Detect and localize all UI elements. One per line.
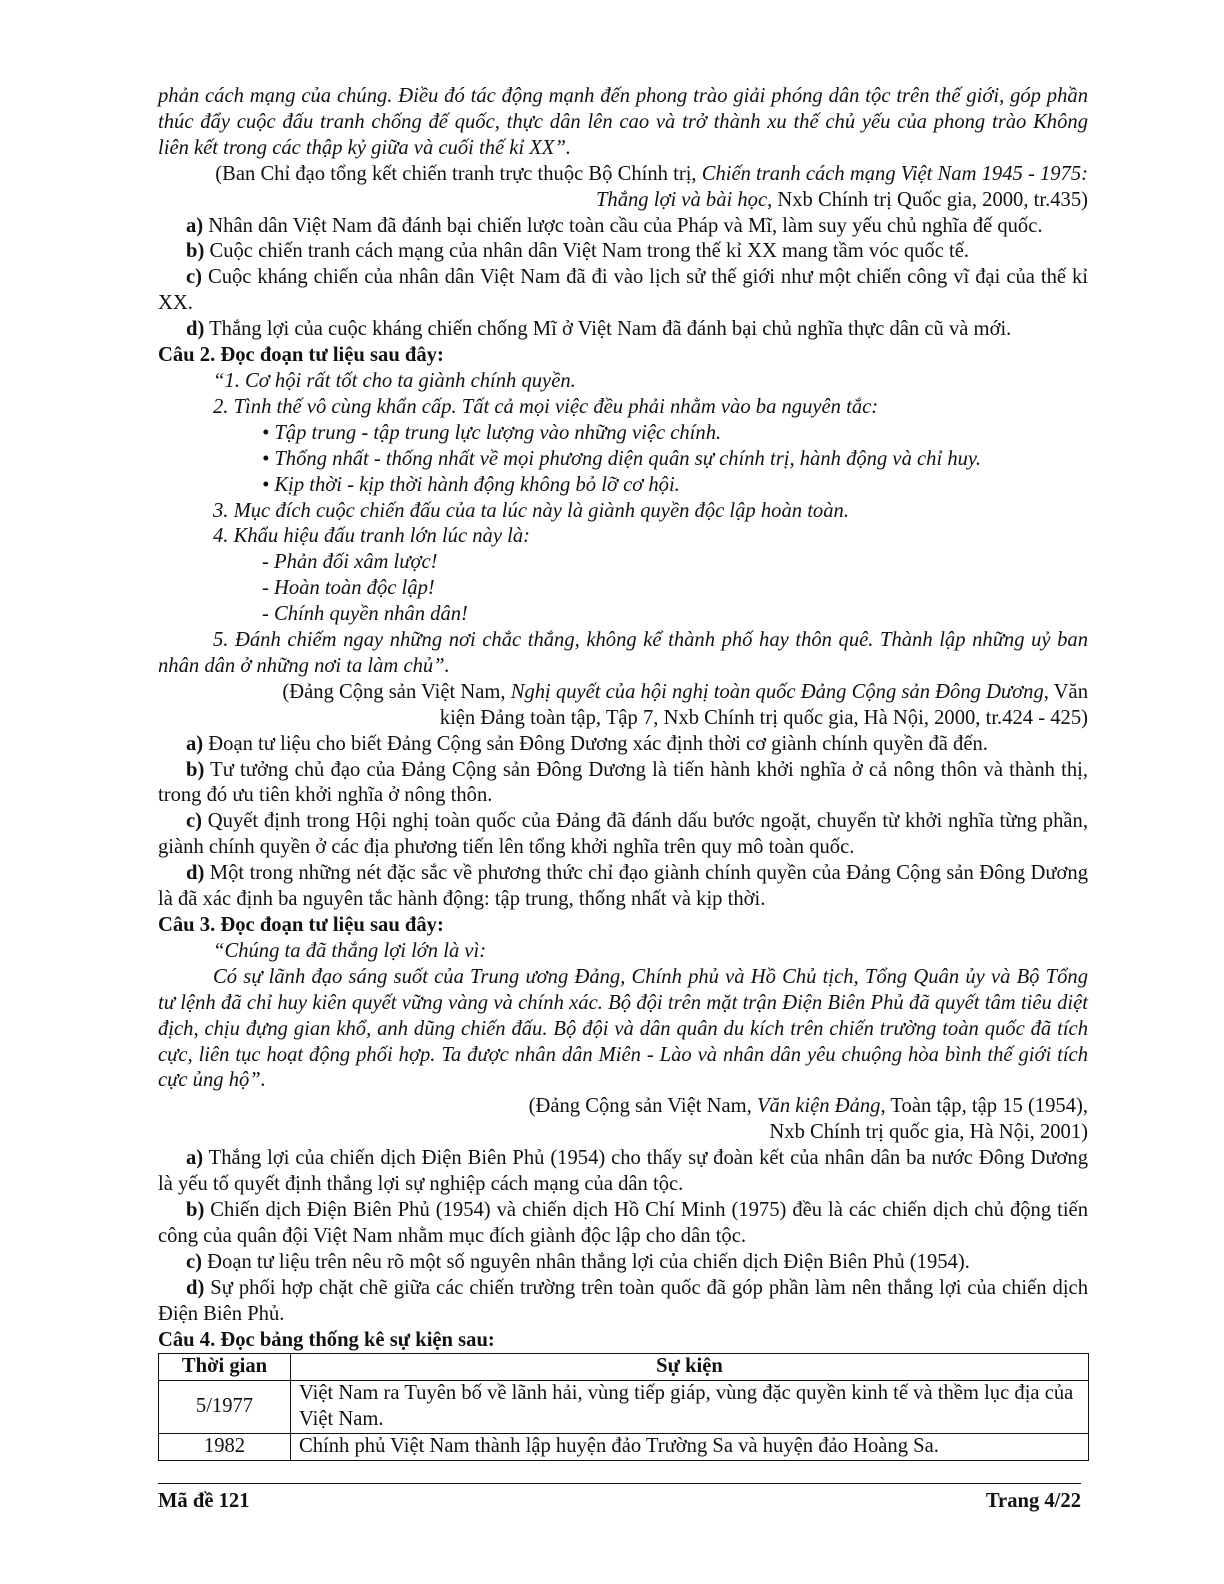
quote-line: 3. Mục đích cuộc chiến đấu của ta lúc này là giành quyền độc lập hoàn toàn.: [213, 499, 849, 522]
table-row: [159, 1434, 1089, 1461]
quote-line: 2. Tình thế vô cùng khẩn cấp. Tất cả mọi việc đều phải nhằm vào ba nguyên tắc:: [213, 395, 879, 418]
option-a: a) Đoạn tư liệu cho biết Đảng Cộng sản Đông Dương xác định thời cơ giành chính quyền đã đến.: [186, 732, 988, 755]
option-b: b) Chiến dịch Điện Biên Phủ (1954) và chiến dịch Hồ Chí Minh (1975) đều là các chiến dịch chủ động tiến công của quân đội Việt Nam nhằm mục đích giành độc lập cho dân tộc.: [158, 1198, 1088, 1247]
exam-code: Mã đề 121: [158, 1490, 250, 1512]
column-header-event: Sự kiện: [291, 1354, 1089, 1381]
option-d: d) Thắng lợi của cuộc kháng chiến chống Mĩ ở Việt Nam đã đánh bại chủ nghĩa thực dân cũ và mới.: [186, 318, 1012, 341]
question-4-heading: Câu 4. Đọc bảng thống kê sự kiện sau:: [158, 1328, 495, 1351]
quote-line: “1. Cơ hội rất tốt cho ta giành chính quyền.: [213, 369, 576, 392]
principle-bullet: • Tập trung - tập trung lực lượng vào những việc chính.: [262, 421, 722, 444]
option-d: d) Sự phối hợp chặt chẽ giữa các chiến trường trên toàn quốc đã góp phần làm nên thắng lợi của chiến dịch Điện Biên Phủ.: [158, 1276, 1088, 1325]
cell-event: Việt Nam ra Tuyên bố về lãnh hải, vùng tiếp giáp, vùng đặc quyền kinh tế và thềm lục địa của Việt Nam.: [291, 1381, 1089, 1434]
option-a: a) Thắng lợi của chiến dịch Điện Biên Phủ (1954) cho thấy sự đoàn kết của nhân dân ba nước Đông Dương là yếu tố quyết định thắng lợi sự nghiệp cách mạng của dân tộc.: [158, 1147, 1088, 1196]
cell-time: 1982: [159, 1434, 291, 1461]
option-b: b) Cuộc chiến tranh cách mạng của nhân dân Việt Nam trong thế kỉ XX mang tầm vóc quốc tế.: [186, 240, 970, 263]
source-citation-line2: Nxb Chính trị quốc gia, Hà Nội, 2001): [769, 1121, 1088, 1144]
page-number: Trang 4/22: [985, 1490, 1081, 1512]
cell-time: 5/1977: [159, 1381, 291, 1434]
quote-tail: phản cách mạng của chúng. Điều đó tác động mạnh đến phong trào giải phóng dân tộc trên thế giới, góp phần thúc đẩy cuộc đấu tranh chống đế quốc, thực dân lên cao và trở thành xu thế chủ yếu của phong trào Không liên kết trong các thập kỷ giữa và cuối thế kỉ XX”.: [158, 85, 1088, 159]
document-page: [158, 84, 1088, 1461]
table-header-row: [159, 1354, 1089, 1381]
principle-bullet: • Kịp thời - kịp thời hành động không bỏ lỡ cơ hội.: [262, 473, 680, 496]
option-b: b) Tư tưởng chủ đạo của Đảng Cộng sản Đông Dương là tiến hành khởi nghĩa ở cả nông thôn và thành thị, trong đó ưu tiên khởi nghĩa ở nông thôn.: [158, 758, 1088, 807]
option-d: d) Một trong những nét đặc sắc về phương thức chỉ đạo giành chính quyền của Đảng Cộng sản Đông Dương là đã xác định ba nguyên tắc hành động: tập trung, thống nhất và kịp thời.: [158, 862, 1088, 911]
option-c: c) Đoạn tư liệu trên nêu rõ một số nguyên nhân thắng lợi của chiến dịch Điện Biên Phủ (1954).: [186, 1250, 970, 1273]
quote-line: “Chúng ta đã thắng lợi lớn là vì:: [213, 939, 487, 962]
event-table: [158, 1353, 1089, 1461]
question-3-heading: Câu 3. Đọc đoạn tư liệu sau đây:: [158, 914, 444, 936]
source-citation: (Đảng Cộng sản Việt Nam, Văn kiện Đảng, Toàn tập, tập 15 (1954),: [528, 1095, 1088, 1118]
quote-paragraph: Có sự lãnh đạo sáng suốt của Trung ương Đảng, Chính phủ và Hồ Chủ tịch, Tổng Quân ủy và Bộ Tổng tư lệnh đã chỉ huy kiên quyết vững vàng và chính xác. Bộ đội trên mặt trận Điện Biên Phủ đã quyết tâm tiêu diệt địch, chịu đựng gian khổ, anh dũng chiến đấu. Bộ đội và dân quân du kích trên chiến trường toàn quốc đã tích cực, liên tục hoạt động phối hợp. Ta được nhân dân Miên - Lào và nhân dân yêu chuộng hòa bình thế giới tích cực ủng hộ”.: [158, 965, 1088, 1092]
column-header-time: Thời gian: [159, 1354, 291, 1381]
question-2-heading: Câu 2. Đọc đoạn tư liệu sau đây:: [158, 344, 444, 367]
option-c: c) Cuộc kháng chiến của nhân dân Việt Nam đã đi vào lịch sử thế giới như một chiến công vĩ đại của thế kỉ XX.: [158, 266, 1088, 315]
page-footer: [158, 1483, 1081, 1513]
option-c: c) Quyết định trong Hội nghị toàn quốc của Đảng đã đánh dấu bước ngoặt, chuyển từ khởi nghĩa từng phần, giành chính quyền ở các địa phương tiến lên tổng khởi nghĩa trên quy mô toàn quốc.: [158, 810, 1088, 859]
slogan: - Hoàn toàn độc lập!: [262, 577, 435, 600]
cell-event: Chính phủ Việt Nam thành lập huyện đảo Trường Sa và huyện đảo Hoàng Sa.: [291, 1434, 1089, 1461]
option-a: a) Nhân dân Việt Nam đã đánh bại chiến lược toàn cầu của Pháp và Mĩ, làm suy yếu chủ nghĩa đế quốc.: [186, 214, 1043, 237]
source-citation: (Đảng Cộng sản Việt Nam, Nghị quyết của hội nghị toàn quốc Đảng Cộng sản Đông Dương, Văn kiện Đảng toàn tập, Tập 7, Nxb Chính trị quốc gia, Hà Nội, 2000, tr.424 - 425): [282, 680, 1088, 729]
slogan: - Phản đối xâm lược!: [262, 551, 438, 574]
slogan: - Chính quyền nhân dân!: [262, 603, 468, 626]
quote-line: 4. Khẩu hiệu đấu tranh lớn lúc này là:: [213, 525, 531, 548]
quote-line: 5. Đánh chiếm ngay những nơi chắc thắng, không kể thành phố hay thôn quê. Thành lập những uỷ ban nhân dân ở những nơi ta làm chủ”.: [158, 629, 1088, 677]
table-row: [159, 1381, 1089, 1434]
principle-bullet: • Thống nhất - thống nhất về mọi phương diện quân sự chính trị, hành động và chỉ huy.: [262, 447, 982, 470]
source-citation: (Ban Chỉ đạo tổng kết chiến tranh trực thuộc Bộ Chính trị, Chiến tranh cách mạng Việt Nam 1945 - 1975: Thắng lợi và bài học, Nxb Chính trị Quốc gia, 2000, tr.435): [215, 162, 1088, 211]
